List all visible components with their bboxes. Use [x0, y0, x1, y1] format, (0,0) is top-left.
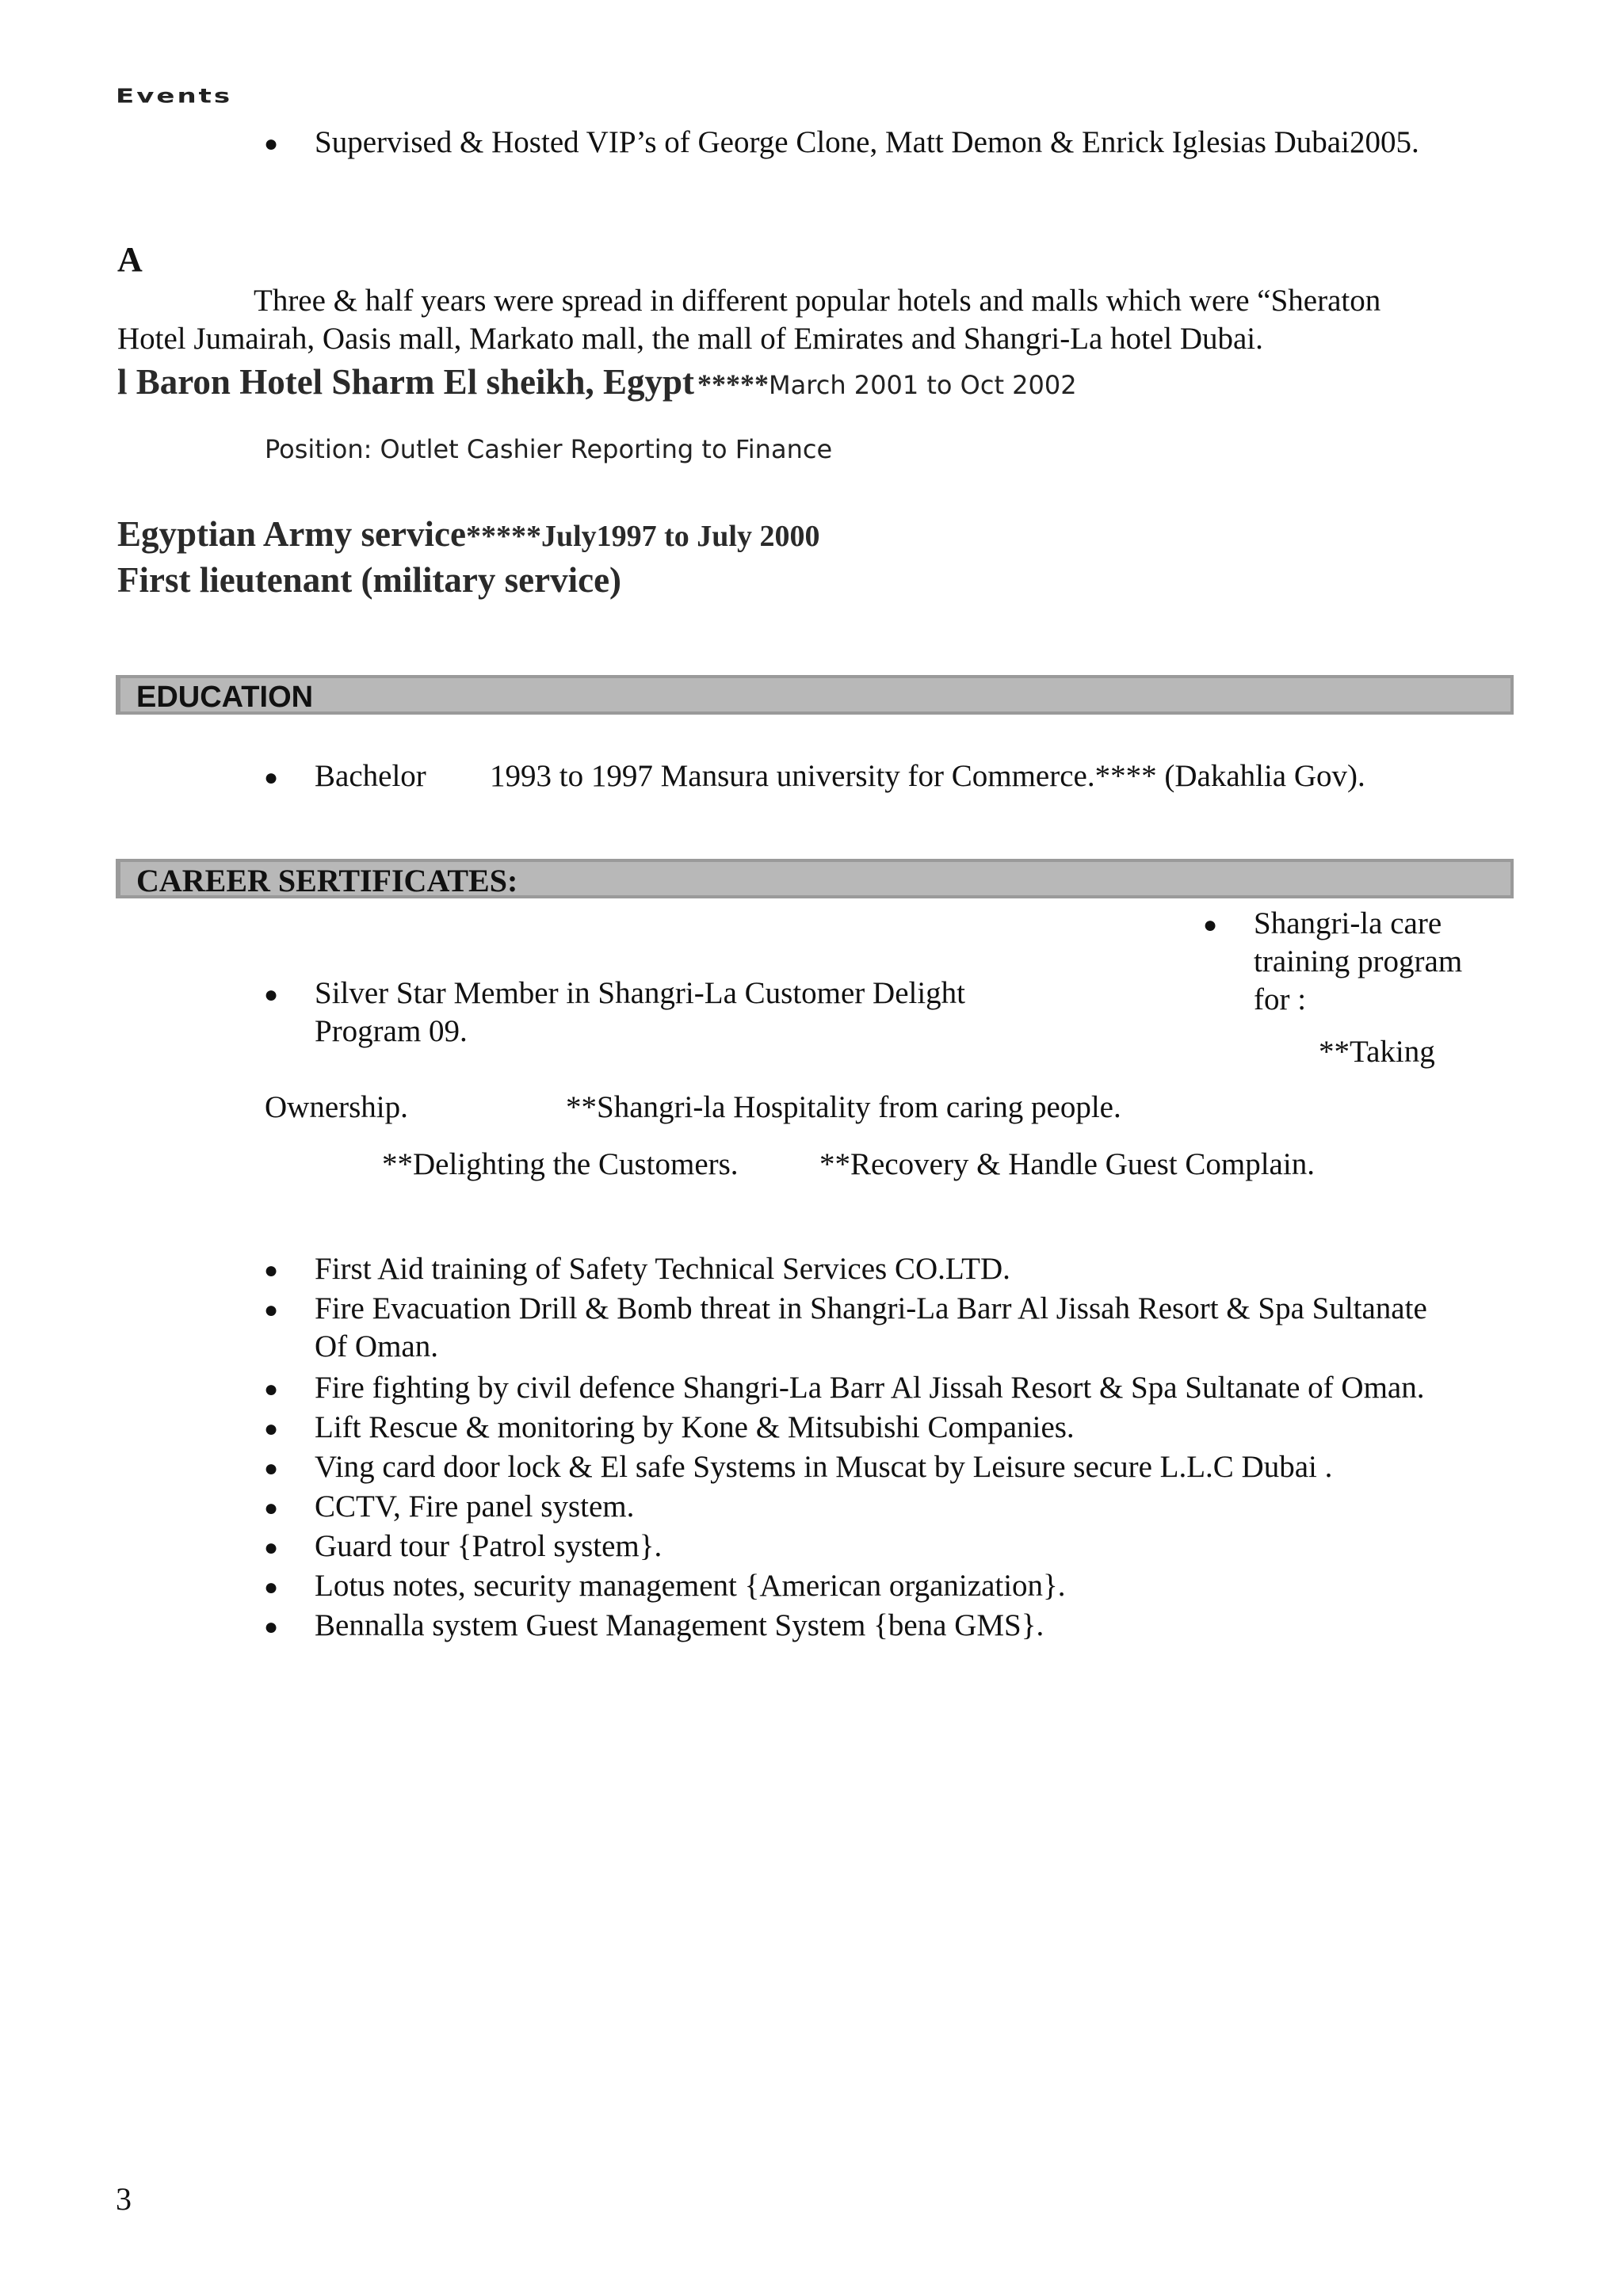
baron-position: Position: Outlet Cashier Reporting to Finance — [265, 434, 833, 464]
bullet-icon: ● — [264, 1574, 279, 1600]
silver-star-line-2: Program 09. — [315, 1014, 468, 1048]
certificate-item: CCTV, Fire panel system. — [315, 1489, 635, 1524]
hospitality-text: **Shangri-la Hospitality from caring people. — [566, 1090, 1121, 1124]
bullet-icon: ● — [264, 1257, 279, 1283]
ownership-text: Ownership. — [265, 1090, 408, 1124]
hotels-line-1: Three & half years were spread in different popular hotels and malls which were “Sheraton — [254, 284, 1381, 318]
events-logo-text: Events — [116, 85, 233, 108]
education-degree: Bachelor — [315, 759, 426, 793]
delighting-text: **Delighting the Customers. — [382, 1147, 739, 1181]
certificate-item: First Aid training of Safety Technical Services CO.LTD. — [315, 1252, 1010, 1286]
baron-dates: March 2001 to Oct 2002 — [769, 370, 1077, 400]
bullet-icon: ● — [1203, 912, 1218, 938]
bullet-icon: ● — [264, 1376, 279, 1402]
bullet-icon: ● — [264, 1455, 279, 1482]
certificate-item: Bennalla system Guest Management System {bena GMS}. — [315, 1608, 1044, 1642]
baron-stars: ***** — [697, 368, 769, 400]
care-line-2: training program — [1254, 944, 1463, 978]
bullet-icon: ● — [264, 765, 279, 791]
bullet-icon: ● — [264, 1535, 279, 1561]
hotels-line-2: Hotel Jumairah, Oasis mall, Markato mall, the mall of Emirates and Shangri-La hotel Dubai. — [117, 322, 1263, 356]
army-dates: *****July1997 to July 2000 — [465, 520, 820, 553]
certificate-item-continued: Of Oman. — [315, 1329, 438, 1363]
education-header: EDUCATION — [136, 681, 314, 714]
certificate-item: Fire fighting by civil defence Shangri-La Barr Al Jissah Resort & Spa Sultanate of Oman. — [315, 1371, 1425, 1405]
certificate-item: Guard tour {Patrol system}. — [315, 1529, 663, 1563]
certificate-item: Ving card door lock & El safe Systems in Muscat by Leisure secure L.L.C Dubai . — [315, 1450, 1333, 1484]
care-line-3: for : — [1254, 982, 1307, 1016]
section-letter: A — [117, 240, 143, 279]
certificates-header: CAREER SERTIFICATES: — [136, 863, 518, 898]
page-number: 3 — [116, 2181, 132, 2217]
baron-title: l Baron Hotel Sharm El sheikh, Egypt — [117, 362, 695, 402]
care-taking: **Taking — [1319, 1035, 1435, 1069]
army-title: Egyptian Army service — [117, 514, 466, 554]
bullet-icon: ● — [264, 131, 279, 157]
certificates-section-bar — [116, 859, 1514, 898]
recovery-text: **Recovery & Handle Guest Complain. — [819, 1147, 1315, 1181]
baron-heading — [117, 358, 1077, 414]
bullet-icon: ● — [264, 1495, 279, 1521]
silver-star-line-1: Silver Star Member in Shangri-La Customer Delight — [315, 976, 966, 1010]
certificate-item: Lotus notes, security management {American organization}. — [315, 1569, 1066, 1603]
bullet-icon: ● — [264, 1614, 279, 1640]
education-section-bar — [116, 675, 1514, 715]
education-details: 1993 to 1997 Mansura university for Commerce.**** (Dakahlia Gov). — [490, 759, 1365, 793]
bullet-icon: ● — [264, 1297, 279, 1323]
certificate-item: Fire Evacuation Drill & Bomb threat in Shangri-La Barr Al Jissah Resort & Spa Sultanate — [315, 1291, 1427, 1325]
bullet-icon: ● — [264, 982, 279, 1008]
care-line-1: Shangri-la care — [1254, 906, 1442, 940]
army-rank: First lieutenant (military service) — [117, 560, 622, 600]
vip-item: Supervised & Hosted VIP’s of George Clone, Matt Demon & Enrick Iglesias Dubai2005. — [315, 125, 1419, 159]
certificate-item: Lift Rescue & monitoring by Kone & Mitsubishi Companies. — [315, 1410, 1075, 1444]
bullet-icon: ● — [264, 1416, 279, 1442]
